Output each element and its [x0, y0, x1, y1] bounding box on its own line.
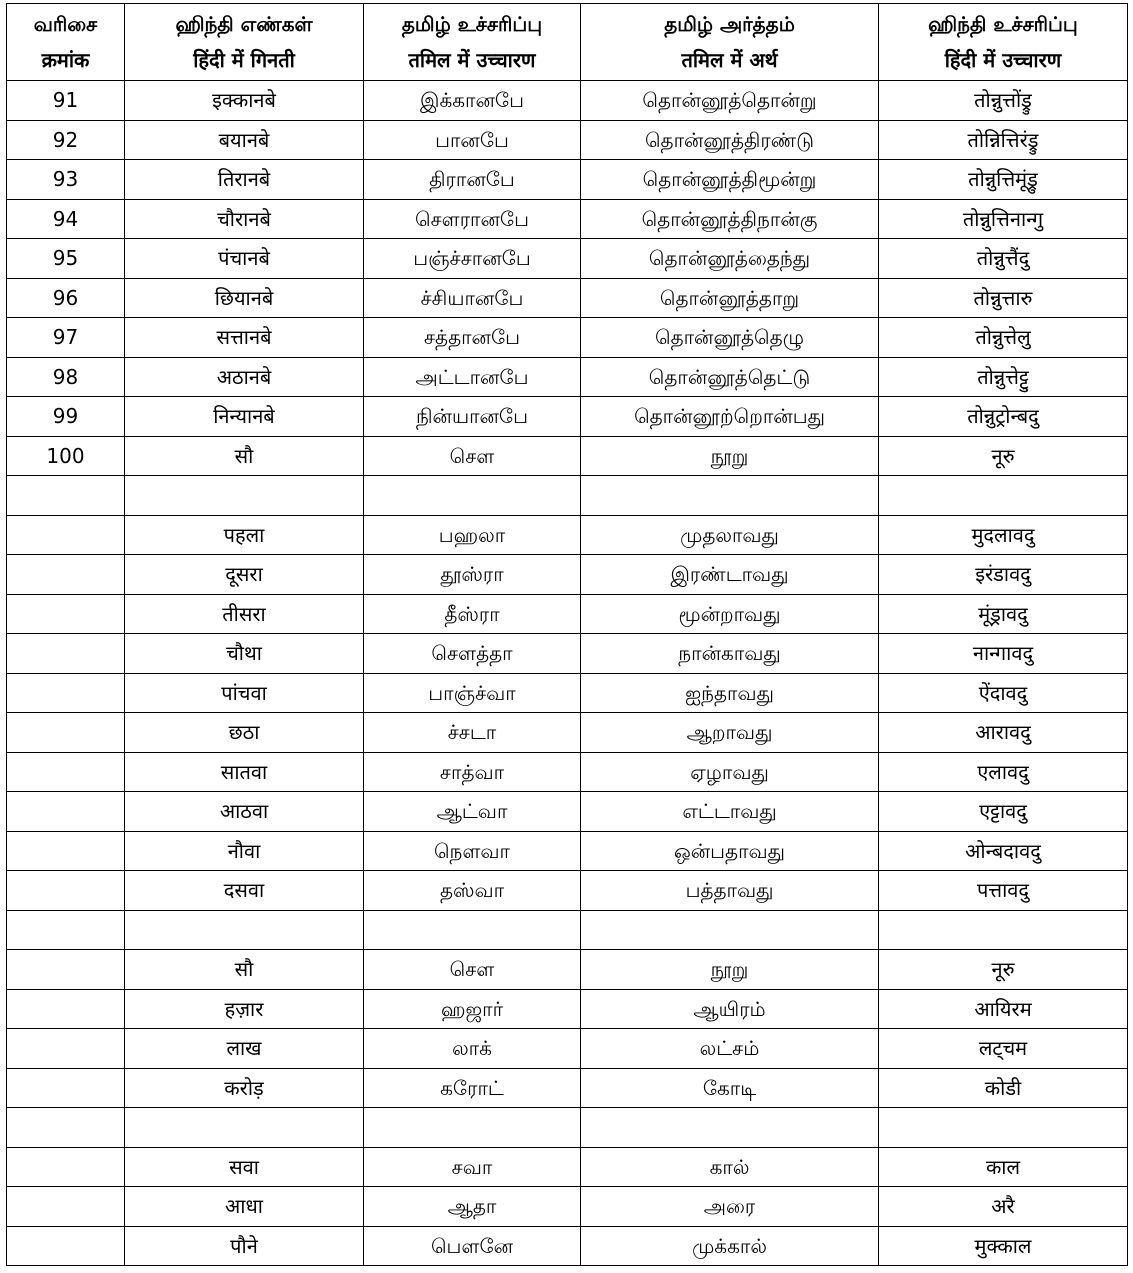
tamil-pronunciation-cell: தஸ்வா	[364, 871, 581, 911]
serial-cell: 91	[7, 81, 125, 121]
table-row	[7, 318, 1128, 358]
tamil-pronunciation-cell: பௌனே	[364, 1226, 581, 1266]
tamil-pronunciation-cell: தீஸ்ரா	[364, 594, 581, 634]
table-body	[7, 81, 1128, 1266]
hindi-pronunciation-cell: मुदलावदु	[879, 515, 1128, 555]
serial-cell: 96	[7, 278, 125, 318]
hindi-number-cell: सौ	[125, 950, 364, 990]
tamil-pronunciation-cell	[364, 1108, 581, 1148]
header-row	[7, 4, 1128, 81]
tamil-meaning-cell: நான்காவது	[581, 634, 879, 674]
table-row	[7, 436, 1128, 476]
table-row	[7, 515, 1128, 555]
header-serial-tamil: வரிசை	[33, 12, 98, 36]
hindi-pronunciation-cell: तोन्नुत्तिमूंड्रु	[879, 160, 1128, 200]
hindi-number-cell: इक्कानबे	[125, 81, 364, 121]
tamil-meaning-cell: ஏழாவது	[581, 752, 879, 792]
hindi-number-cell: पंचानबे	[125, 239, 364, 279]
tamil-pronunciation-cell: சாத்வா	[364, 752, 581, 792]
tamil-meaning-cell: முக்கால்	[581, 1226, 879, 1266]
hindi-pronunciation-cell	[879, 476, 1128, 516]
number-table	[6, 3, 1128, 1266]
hindi-number-cell: दूसरा	[125, 555, 364, 595]
hindi-number-cell: सत्तानबे	[125, 318, 364, 358]
table-row	[7, 950, 1128, 990]
header-tamil-pronunciation-tamil: தமிழ் உச்சரிப்பு	[401, 12, 543, 36]
header-tamil-pronunciation	[364, 4, 581, 81]
tamil-meaning-cell: தொன்னூத்திரண்டு	[581, 120, 879, 160]
tamil-meaning-cell	[581, 910, 879, 950]
serial-cell	[7, 1108, 125, 1148]
tamil-pronunciation-cell: சௌரானபே	[364, 199, 581, 239]
serial-cell	[7, 1068, 125, 1108]
tamil-meaning-cell	[581, 476, 879, 516]
hindi-number-cell: छठा	[125, 713, 364, 753]
serial-cell	[7, 950, 125, 990]
tamil-pronunciation-cell: பஞ்ச்சானபே	[364, 239, 581, 279]
hindi-number-cell	[125, 476, 364, 516]
hindi-pronunciation-cell: ऐंदावदु	[879, 673, 1128, 713]
header-tamil-meaning	[581, 4, 879, 81]
hindi-number-cell: पौने	[125, 1226, 364, 1266]
hindi-number-cell: अठानबे	[125, 357, 364, 397]
serial-cell	[7, 673, 125, 713]
hindi-pronunciation-cell: नान्गावदु	[879, 634, 1128, 674]
hindi-pronunciation-cell: मुक्काल	[879, 1226, 1128, 1266]
tamil-meaning-cell: மூன்றாவது	[581, 594, 879, 634]
hindi-pronunciation-cell	[879, 1108, 1128, 1148]
serial-cell	[7, 910, 125, 950]
header-hindi-pronunciation-tamil: ஹிந்தி உச்சரிப்பு	[928, 12, 1078, 36]
hindi-number-cell	[125, 910, 364, 950]
tamil-pronunciation-cell: இக்கானபே	[364, 81, 581, 121]
serial-cell	[7, 555, 125, 595]
hindi-number-cell: तीसरा	[125, 594, 364, 634]
table-row	[7, 397, 1128, 437]
header-tamil-pronunciation-hindi: तमिल में उच्चारण	[408, 48, 536, 72]
tamil-meaning-cell: லட்சம்	[581, 1029, 879, 1069]
tamil-meaning-cell	[581, 1108, 879, 1148]
hindi-number-cell: तिरानबे	[125, 160, 364, 200]
tamil-meaning-cell: தொன்னூத்தைந்து	[581, 239, 879, 279]
hindi-number-cell: करोड़	[125, 1068, 364, 1108]
serial-cell	[7, 594, 125, 634]
serial-cell: 93	[7, 160, 125, 200]
serial-cell: 99	[7, 397, 125, 437]
table-row	[7, 81, 1128, 121]
tamil-pronunciation-cell: ஆதா	[364, 1187, 581, 1227]
header-serial-hindi: क्रमांक	[41, 48, 90, 72]
tamil-pronunciation-cell: சத்தானபே	[364, 318, 581, 358]
header-tamil-meaning-tamil: தமிழ் அர்த்தம்	[664, 12, 795, 36]
spacer-row	[7, 476, 1128, 516]
serial-cell	[7, 792, 125, 832]
tamil-pronunciation-cell: சவா	[364, 1147, 581, 1187]
header-tamil-meaning-hindi: तमिल में अर्थ	[681, 48, 778, 72]
hindi-number-cell: आठवा	[125, 792, 364, 832]
hindi-pronunciation-cell: तोन्नुत्तेट्टु	[879, 357, 1128, 397]
tamil-pronunciation-cell: கரோட்	[364, 1068, 581, 1108]
tamil-pronunciation-cell: நௌவா	[364, 831, 581, 871]
table-row	[7, 831, 1128, 871]
header-hindi-numbers	[125, 4, 364, 81]
hindi-pronunciation-cell: नूरु	[879, 950, 1128, 990]
serial-cell	[7, 752, 125, 792]
number-table-sheet	[6, 3, 1128, 1266]
serial-cell: 95	[7, 239, 125, 279]
table-row	[7, 989, 1128, 1029]
hindi-pronunciation-cell: आरावदु	[879, 713, 1128, 753]
hindi-number-cell: दसवा	[125, 871, 364, 911]
serial-cell	[7, 831, 125, 871]
table-row	[7, 1147, 1128, 1187]
hindi-number-cell: आधा	[125, 1187, 364, 1227]
tamil-meaning-cell: தொன்னூற்றொன்பது	[581, 397, 879, 437]
tamil-meaning-cell: ஐந்தாவது	[581, 673, 879, 713]
tamil-pronunciation-cell: தூஸ்ரா	[364, 555, 581, 595]
tamil-pronunciation-cell: திரானபே	[364, 160, 581, 200]
tamil-pronunciation-cell: சௌ	[364, 950, 581, 990]
hindi-pronunciation-cell: एलावदु	[879, 752, 1128, 792]
hindi-number-cell: सातवा	[125, 752, 364, 792]
header-hindi-numbers-hindi: हिंदी में गिनती	[193, 48, 295, 72]
serial-cell	[7, 713, 125, 753]
serial-cell: 94	[7, 199, 125, 239]
serial-cell	[7, 871, 125, 911]
header-serial	[7, 4, 125, 81]
hindi-pronunciation-cell: तोन्नुट्रोन्बदु	[879, 397, 1128, 437]
hindi-number-cell	[125, 1108, 364, 1148]
hindi-pronunciation-cell: इरंडावदु	[879, 555, 1128, 595]
serial-cell	[7, 1187, 125, 1227]
table-row	[7, 1187, 1128, 1227]
serial-cell	[7, 515, 125, 555]
tamil-meaning-cell: முதலாவது	[581, 515, 879, 555]
table-row	[7, 1226, 1128, 1266]
tamil-pronunciation-cell: ஆட்வா	[364, 792, 581, 832]
serial-cell	[7, 1147, 125, 1187]
tamil-meaning-cell: நூறு	[581, 436, 879, 476]
tamil-pronunciation-cell: ச்சடா	[364, 713, 581, 753]
table-row	[7, 555, 1128, 595]
serial-cell: 100	[7, 436, 125, 476]
table-row	[7, 594, 1128, 634]
hindi-pronunciation-cell: काल	[879, 1147, 1128, 1187]
hindi-pronunciation-cell: तोन्नुत्तोंड्रु	[879, 81, 1128, 121]
tamil-pronunciation-cell	[364, 476, 581, 516]
header-hindi-pronunciation-hindi: हिंदी में उच्चारण	[944, 48, 1062, 72]
hindi-number-cell: नौवा	[125, 831, 364, 871]
tamil-pronunciation-cell: ஹஜார்	[364, 989, 581, 1029]
tamil-pronunciation-cell: லாக்	[364, 1029, 581, 1069]
table-row	[7, 160, 1128, 200]
tamil-meaning-cell: தொன்னூத்தாறு	[581, 278, 879, 318]
hindi-pronunciation-cell	[879, 910, 1128, 950]
tamil-pronunciation-cell: பாஞ்ச்வா	[364, 673, 581, 713]
hindi-pronunciation-cell: नूरु	[879, 436, 1128, 476]
table-row	[7, 199, 1128, 239]
tamil-meaning-cell: அரை	[581, 1187, 879, 1227]
hindi-number-cell: हज़ार	[125, 989, 364, 1029]
serial-cell	[7, 476, 125, 516]
hindi-pronunciation-cell: अरै	[879, 1187, 1128, 1227]
hindi-pronunciation-cell: पत्तावदु	[879, 871, 1128, 911]
tamil-pronunciation-cell	[364, 910, 581, 950]
hindi-number-cell: बयानबे	[125, 120, 364, 160]
hindi-number-cell: पहला	[125, 515, 364, 555]
tamil-pronunciation-cell: அட்டானபே	[364, 357, 581, 397]
serial-cell	[7, 1226, 125, 1266]
table-row	[7, 120, 1128, 160]
table-row	[7, 673, 1128, 713]
tamil-pronunciation-cell: ச்சியானபே	[364, 278, 581, 318]
tamil-pronunciation-cell: நின்யானபே	[364, 397, 581, 437]
table-row	[7, 792, 1128, 832]
hindi-pronunciation-cell: आयिरम	[879, 989, 1128, 1029]
table-row	[7, 357, 1128, 397]
table-row	[7, 713, 1128, 753]
spacer-row	[7, 910, 1128, 950]
tamil-meaning-cell: தொன்னூத்திமூன்று	[581, 160, 879, 200]
hindi-pronunciation-cell: मूंड्रावदु	[879, 594, 1128, 634]
tamil-meaning-cell: தொன்னூத்தெட்டு	[581, 357, 879, 397]
tamil-meaning-cell: தொன்னூத்தொன்று	[581, 81, 879, 121]
serial-cell: 97	[7, 318, 125, 358]
tamil-pronunciation-cell: சௌத்தா	[364, 634, 581, 674]
table-row	[7, 1068, 1128, 1108]
hindi-number-cell: छियानबे	[125, 278, 364, 318]
tamil-meaning-cell: கால்	[581, 1147, 879, 1187]
hindi-pronunciation-cell: तोन्नित्तिरंड्रु	[879, 120, 1128, 160]
spacer-row	[7, 1108, 1128, 1148]
tamil-meaning-cell: தொன்னூத்தெழு	[581, 318, 879, 358]
serial-cell	[7, 1029, 125, 1069]
tamil-pronunciation-cell: பஹலா	[364, 515, 581, 555]
tamil-meaning-cell: எட்டாவது	[581, 792, 879, 832]
header-hindi-pronunciation	[879, 4, 1128, 81]
hindi-pronunciation-cell: तोन्नुत्तारु	[879, 278, 1128, 318]
tamil-pronunciation-cell: பானபே	[364, 120, 581, 160]
table-row	[7, 871, 1128, 911]
table-row	[7, 634, 1128, 674]
tamil-meaning-cell: ஒன்பதாவது	[581, 831, 879, 871]
serial-cell: 92	[7, 120, 125, 160]
table-row	[7, 1029, 1128, 1069]
hindi-pronunciation-cell: तोन्नुत्तैंदु	[879, 239, 1128, 279]
tamil-meaning-cell: நூறு	[581, 950, 879, 990]
hindi-number-cell: चौरानबे	[125, 199, 364, 239]
tamil-pronunciation-cell: சௌ	[364, 436, 581, 476]
table-row	[7, 752, 1128, 792]
serial-cell: 98	[7, 357, 125, 397]
hindi-number-cell: निन्यानबे	[125, 397, 364, 437]
hindi-number-cell: सौ	[125, 436, 364, 476]
header-hindi-numbers-tamil: ஹிந்தி எண்கள்	[175, 12, 313, 36]
serial-cell	[7, 634, 125, 674]
hindi-pronunciation-cell: एट्टावदु	[879, 792, 1128, 832]
hindi-number-cell: लाख	[125, 1029, 364, 1069]
hindi-pronunciation-cell: ओन्बदावदु	[879, 831, 1128, 871]
tamil-meaning-cell: இரண்டாவது	[581, 555, 879, 595]
tamil-meaning-cell: கோடி	[581, 1068, 879, 1108]
hindi-number-cell: सवा	[125, 1147, 364, 1187]
tamil-meaning-cell: பத்தாவது	[581, 871, 879, 911]
table-row	[7, 239, 1128, 279]
hindi-pronunciation-cell: लट्चम	[879, 1029, 1128, 1069]
tamil-meaning-cell: தொன்னூத்திநான்கு	[581, 199, 879, 239]
serial-cell	[7, 989, 125, 1029]
hindi-number-cell: चौथा	[125, 634, 364, 674]
table-row	[7, 278, 1128, 318]
tamil-meaning-cell: ஆறாவது	[581, 713, 879, 753]
tamil-meaning-cell: ஆயிரம்	[581, 989, 879, 1029]
hindi-pronunciation-cell: तोन्नुत्तिनान्गु	[879, 199, 1128, 239]
hindi-number-cell: पांचवा	[125, 673, 364, 713]
hindi-pronunciation-cell: तोन्नुत्तेलु	[879, 318, 1128, 358]
table-header	[7, 4, 1128, 81]
hindi-pronunciation-cell: कोडी	[879, 1068, 1128, 1108]
